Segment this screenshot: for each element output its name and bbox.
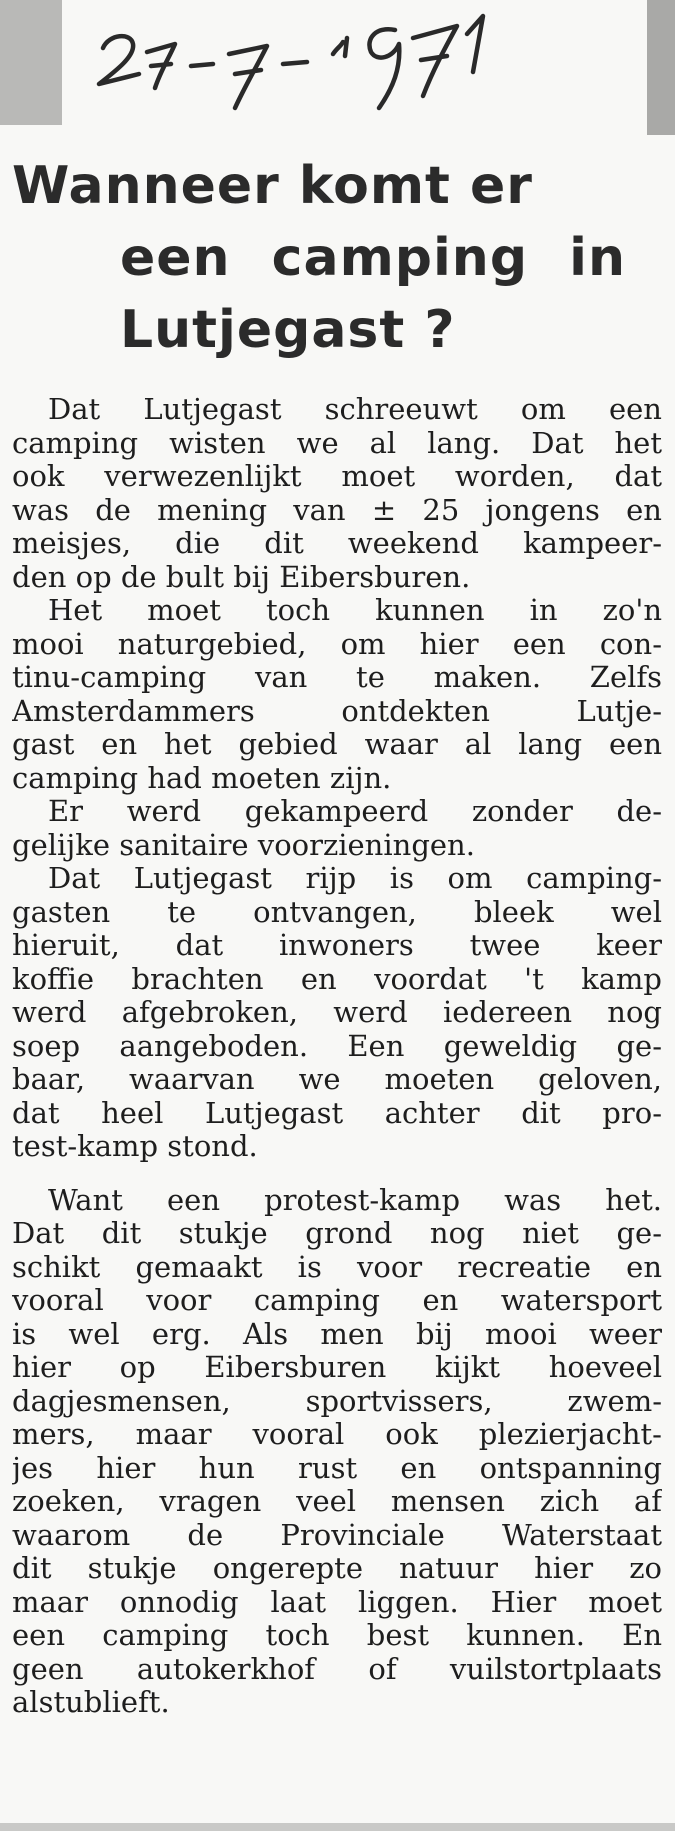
text-line: ook verwezenlijkt moet worden, dat <box>12 460 662 493</box>
paragraph-2 <box>12 594 662 795</box>
text-line: dit stukje ongerepte natuur hier zo <box>12 1552 662 1585</box>
text-line: hieruit, dat inwoners twee keer <box>12 929 662 962</box>
text-line: test-kamp stond. <box>12 1130 258 1163</box>
headline-line-2: een camping in <box>120 228 626 288</box>
scan-edge-right <box>647 0 675 135</box>
text-line: schikt gemaakt is voor recreatie en <box>12 1250 662 1284</box>
text-line: hier op Eibersburen kijkt hoeveel <box>12 1351 662 1384</box>
text-line: was de mening van ± 25 jongens en <box>12 493 662 527</box>
text-line: Dat Lutjegast rijp is om camping- <box>48 862 662 895</box>
text-line: gast en het gebied waar al lang een <box>12 728 662 761</box>
text-line: waarom de Provinciale Waterstaat <box>12 1518 662 1552</box>
text-line: dagjesmensen, sportvissers, zwem- <box>12 1384 662 1418</box>
scan-edge-bottom <box>0 1823 675 1831</box>
text-line: maar onnodig laat liggen. Hier moet <box>12 1585 662 1619</box>
text-line: camping wisten we al lang. Dat het <box>12 426 662 460</box>
text-line: mers, maar vooral ook plezierjacht- <box>12 1418 662 1451</box>
text-line: den op de bult bij Eibersburen. <box>12 560 471 594</box>
text-line: werd afgebroken, werd iedereen nog <box>12 996 662 1029</box>
text-line: soep aangeboden. Een geweldig ge- <box>12 1029 662 1063</box>
scan-edge-left <box>0 0 62 125</box>
headline-line-3: Lutjegast ? <box>120 300 456 360</box>
text-line: meisjes, die dit weekend kampeer- <box>12 527 662 560</box>
text-line: alstublieft. <box>12 1686 170 1719</box>
text-line: Dat dit stukje grond nog niet ge- <box>12 1217 662 1250</box>
text-line: zoeken, vragen veel mensen zich af <box>12 1485 662 1518</box>
paragraph-4 <box>12 862 662 1164</box>
article-body <box>12 393 662 1720</box>
text-line: geen autokerkhof of vuilstortplaats <box>12 1652 662 1686</box>
text-line: Het moet toch kunnen in zo'n <box>48 594 662 627</box>
text-line: Want een protest-kamp was het. <box>48 1183 662 1217</box>
text-line: jes hier hun rust en ontspanning <box>12 1451 662 1485</box>
paragraph-5 <box>12 1184 662 1720</box>
text-line: is wel erg. Als men bij mooi weer <box>12 1317 662 1351</box>
text-line: dat heel Lutjegast achter dit pro- <box>12 1096 662 1130</box>
text-line: tinu-camping van te maken. Zelfs <box>12 661 662 694</box>
text-line: baar, waarvan we moeten geloven, <box>12 1063 662 1096</box>
handwritten-date <box>95 8 555 118</box>
text-line: vooral voor camping en watersport <box>12 1284 662 1317</box>
text-line: gelijke sanitaire voorzieningen. <box>12 828 475 862</box>
paragraph-1 <box>12 393 662 594</box>
text-line: koffie brachten en voordat 't kamp <box>12 962 662 996</box>
text-line: Amsterdammers ontdekten Lutje- <box>12 694 662 728</box>
headline <box>12 150 662 366</box>
text-line: Er werd gekampeerd zonder de- <box>48 795 662 828</box>
text-line: camping had moeten zijn. <box>12 761 392 795</box>
paragraph-3 <box>12 795 662 862</box>
text-line: gasten te ontvangen, bleek wel <box>12 895 662 929</box>
text-line: Dat Lutjegast schreeuwt om een <box>48 393 662 426</box>
headline-line-1: Wanneer komt er <box>12 156 533 216</box>
text-line: een camping toch best kunnen. En <box>12 1619 662 1652</box>
text-line: mooi naturgebied, om hier een con- <box>12 627 662 661</box>
